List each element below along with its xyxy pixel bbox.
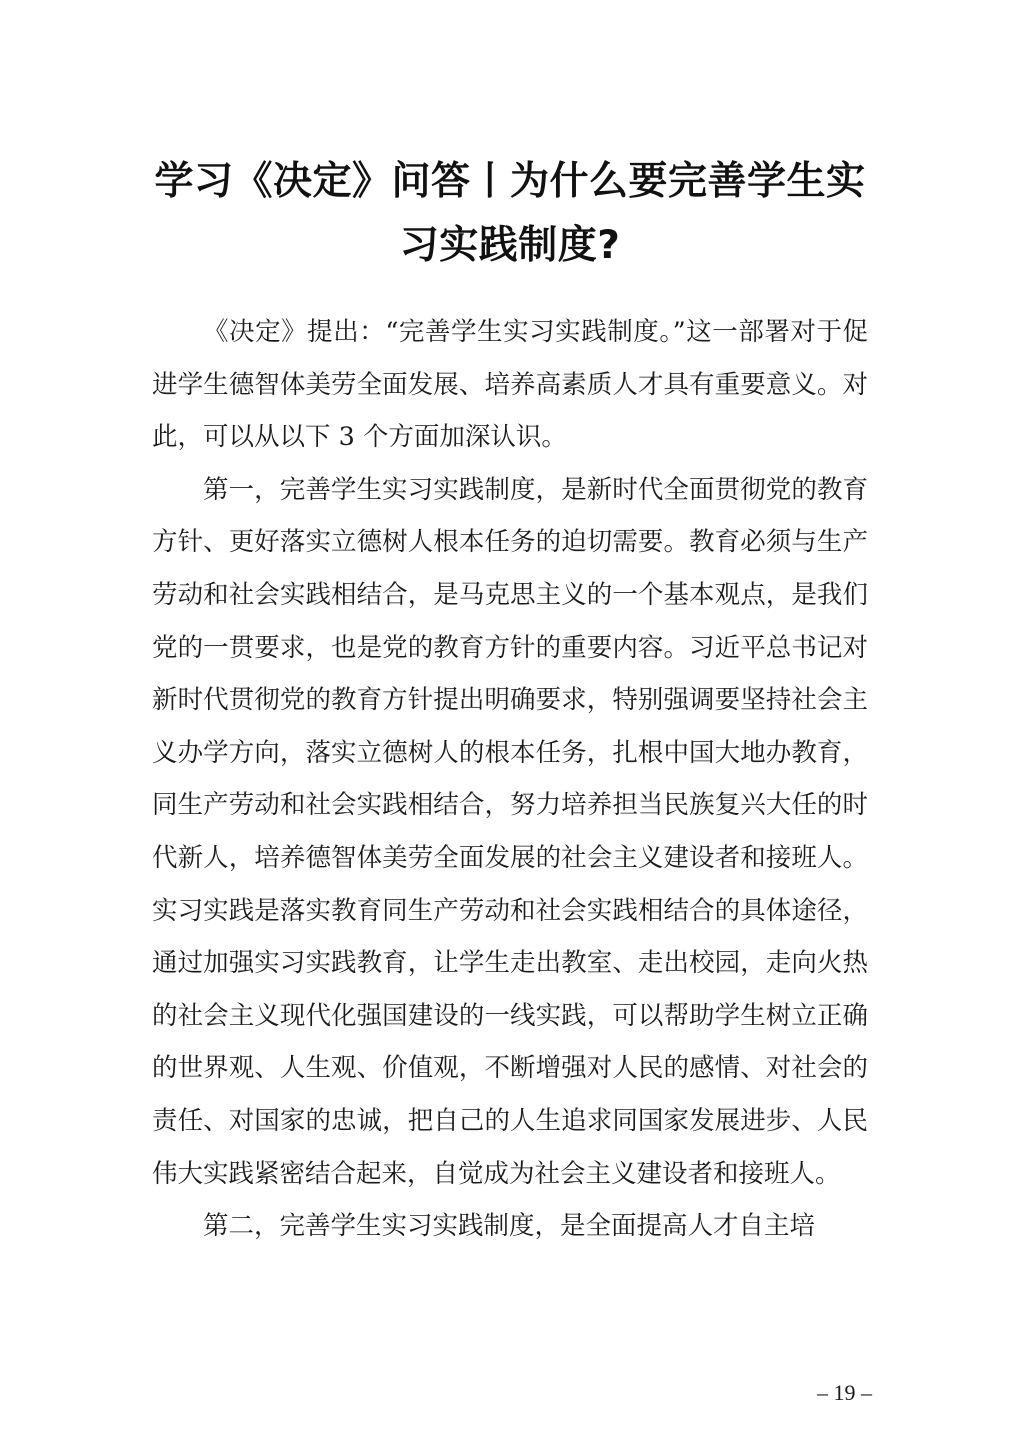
paragraph-first: 第一，完善学生实习实践制度，是新时代全面贯彻党的教育方针、更好落实立德树人根本任务的迫切需要。教育必须与生产劳动和社会实践相结合，是马克思主义的一个基本观点，是我们党的一贯要求，也是党的教育方针的重要内容。习近平总书记对新时代贯彻党的教育方针提出明确要求，特别强调要坚持社会主义办学方向，落实立德树人的根本任务，扎根中国大地办教育，同生产劳动和社会实践相结合，努力培养担当民族复兴大任的时代新人，培养德智体美劳全面发展的社会主义建设者和接班人。实习实践是落实教育同生产劳动和社会实践相结合的具体途径，通过加强实习实践教育，让学生走出教室、走出校园，走向火热的社会主义现代化强国建设的一线实践，可以帮助学生树立正确的世界观、人生观、价值观，不断增强对人民的感情、对社会的责任、对国家的忠诚，把自己的人生追求同国家发展进步、人民伟大实践紧密结合起来，自觉成为社会主义建设者和接班人。: [152, 474, 868, 1189]
page-number: – 19 –: [817, 1380, 872, 1405]
page-title: 学习《决定》问答丨为什么要完善学生实习实践制度?: [154, 159, 866, 268]
article-body: [152, 306, 868, 1253]
paragraph-intro: 《决定》提出：“完善学生实习实践制度。”这一部署对于促进学生德智体美劳全面发展、培养高素质人才具有重要意义。对此，可以从以下 3 个方面加深认识。: [152, 317, 868, 453]
paragraph-second: 第二，完善学生实习实践制度，是全面提高人才自主培: [203, 1211, 816, 1242]
